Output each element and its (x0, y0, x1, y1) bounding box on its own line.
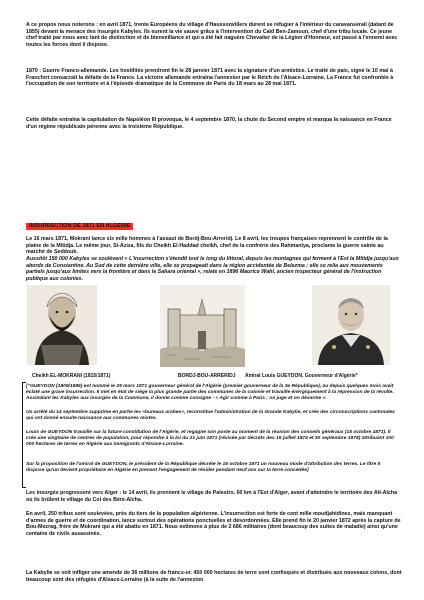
portrait-mokrani (27, 285, 97, 365)
paragraph-land-attribution: Sur la proposition de l'amiral de GUEYDON, le président de la République décrète le 16 octobre 1871 un nouveau mode d'attribution des terres. Le titre II dispose qu'un devient propriétaire en Algérie en prenant l'engagement de résider pendant neuf ans sur la terre concédée] (26, 462, 381, 474)
paragraph-gueydon-appointment: ["GUEYDON (1809/1886) est nommé le 29 mars 1871 gouverneur général de l'Algérie (premier gouverneur de la 3e République), au depuis quelques mois avait éclaté une grave insurrection. Il met en état de siège la plus grande partie des communes de la colonie et travaille énergiquement à la répression de la révolte. Assimilant les Kabyles aux insurgés de la Commune, il donne comme consigne : « Agir comme à Paris ; on juge et on désarme ». (26, 384, 394, 402)
caption-bordj: BORDJ-BOU-ARRERIDJ (178, 373, 236, 379)
paragraph-insurgents-progress: Les insurgés progressent vers Alger : le 14 avril, ils prennent le village de Palestro, 60 km à l'Est d'Alger, avant d'atteindre le territoire des Aït-Aïcha où ils brûlent le village du Col des Béni-Aïcha. (26, 490, 398, 503)
caption-gueydon: Amiral Louis GUEYDON, Gouverneur d'Algérie* (245, 373, 358, 379)
paragraph-franco-prussian-war: 1870 : Guerre Franco-allemande. Les hostilités prendront fin le 28 janvier 1871 avec la signature d'un armistice. Le traité de paix, signé le 10 mai à Francfort consacrait la défaite de la France. La victoire allemande entraîna l'annexion par le Reich de l'Alsace-Lorraine. La France fut confrontée à l'occupation de son territoire et à l'épisode dramatique de la Commune de Paris du 18 mars au 28 mai 1871. (26, 68, 394, 88)
paragraph-napoleon-capitulation: Cette défaite entraîna la capitulation de Napoléon III provoqua, le 4 septembre 1870, la chute du Second empire et marqua la naissance en France d'un régime républicain pérenne avec la troisième République. (26, 117, 392, 130)
paragraph-haussonvillers: A ce propos nous noterons : en avril 1871, trente Européens du village d'Haussonvillers durent se réfugier à l'intérieur du caravansérail (datant de 1855) devant la menace des insurgés Kabyles. Ils eurent la vie sauve grâce à l'intervention du Caïd Ben-Zamoun, chef d'une tribu locale. Ce jeune chef traité par nous avec tant de distinction et de bienveillance et qui a été fait naguère Chevalier de la Légion d'Honneur, est passé à l'ennemi avec toutes les forces dont il dispose. (26, 22, 398, 48)
paragraph-mokrani-assault: Le 16 mars 1871, Mokrani lance six mille hommes à l'assaut de Bordj-Bou-Arreridj. Le 8 avril, les troupes françaises reprennent le contrôle de la plaine de la Mitidja. Le même jour, Si-Aziza, fils du Cheikh El-Haddad cheikh, chef de la confrérie des Rahmaniya, proclame la guerre sainte au marché de Seddouk. (26, 236, 388, 256)
engraving-bordj-bou-arreridj (160, 285, 245, 367)
paragraph-gueydon-constitution: Louis de GUEYDON travaille sur la future constitution de l'Algérie, et regagne son poste au moment de la réunion des conseils généraux (15 octobre 1871). Il crée une vingtaine de centres de population, pour répondre à la loi du 21 juin 1871 (révisée par décrets des 15 juillet 1874 et 30 septembre 1878) attribuant 100 000 hectares de terres en Algérie aux immigrants d'Alsace-Lorraine. (26, 430, 394, 448)
paragraph-tribes-uprising: En avril, 250 tribus sont soulevées, près du tiers de la population algérienne. L'insurrection est forte de cent mille moudjahidines, mais manquant d'armes de guerre et de coordination, lance surtout des opérations ponctuelles et désordonnées. Elle prend fin le 20 janvier 1872 après la capture de Bou-Mezrag, frère de Mokrani qui a été abattu en 1871. Nous estimons à plus de 2 686 militaires (dont beaucoup des suites de maladie) ainsi qu'une centaine de civils assassinés. (26, 511, 401, 537)
section-heading-insurrection: INSURRECTION DE 1871 EN ALGERIE (26, 223, 133, 230)
portrait-gueydon (312, 285, 390, 365)
paragraph-kabylie-fine: La Kabylie se voit infliger une amende de 36 millions de francs-or. 450 000 hectares de terre sont confisqués et distribués aux nouveaux colons, dont beaucoup sont des réfugiés d'Alsace-Lorraine (à la suite de l'annexion (26, 570, 402, 583)
caption-mokrani: Cheikh EL-MOKRANI (1815/1871) (32, 373, 111, 379)
paragraph-bureaux-arabes: Un arrêté du 14 septembre supprime en partie les «bureaux arabes», reconstitue l'administration de la Grande Kabylie, et crée des circonscriptions cantonales qui ont donné ensuite naissance aux communes mixtes. (26, 410, 395, 422)
paragraph-kabyle-uprising: Aussitôt 150 000 Kabyles se soulèvent « L'insurrection s'étendit tout le long du littoral, depuis les montagnes qui ferment à l'Est la Mitidja jusqu'aux abords de Constantine. Au Sud de cette dernière ville, elle se propageait dans la région accidentée de Belezma ; elle se relia aux mouvements partiels jusqu'aux limites vers la frontière et dans le Sahara oriental », relate en 1896 Maurice Wahl, ancien inspecteur général de l'instruction publique aux colonies. (26, 256, 399, 282)
